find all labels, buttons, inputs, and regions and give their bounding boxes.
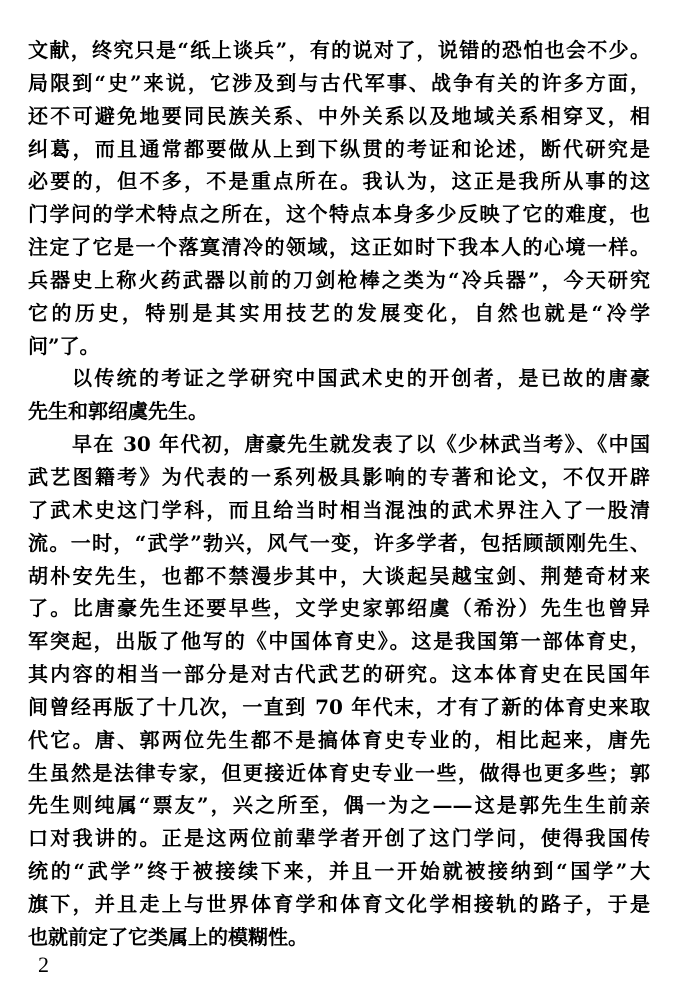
page-number: 2 bbox=[38, 952, 49, 977]
text-line: 武艺图籍考》为代表的一系列极具影响的专著和论文，不仅开辟 bbox=[28, 464, 650, 489]
text-line: 早在 30 年代初，唐豪先生就发表了以《少林武当考》、《中国 bbox=[72, 432, 650, 457]
text-line: 旗下，并且走上与世界体育学和体育文化学相接轨的路子，于是 bbox=[28, 891, 650, 916]
text-line: 间曾经再版了十几次，一直到 70 年代末，才有了新的体育史来取 bbox=[28, 694, 650, 719]
text-line: 以传统的考证之学研究中国武术史的开创者，是已故的唐豪 bbox=[72, 366, 650, 391]
paragraph bbox=[28, 428, 650, 954]
text-line: 纠葛，而且通常都要做从上到下纵贯的考证和论述，断代研究是 bbox=[28, 136, 650, 161]
text-line: 也就前定了它类属上的模糊性。 bbox=[28, 924, 308, 949]
document-body bbox=[28, 34, 650, 954]
text-line: 口对我讲的。正是这两位前辈学者开创了这门学问，使得我国传 bbox=[28, 826, 650, 851]
text-line: 先生则纯属“票友”，兴之所至，偶一为之——这是郭先生生前亲 bbox=[28, 793, 650, 818]
text-line: 流。一时，“武学”勃兴，风气一变，许多学者，包括顾颉刚先生、 bbox=[28, 530, 650, 555]
text-line: 局限到“史”来说，它涉及到与古代军事、战争有关的许多方面， bbox=[28, 70, 650, 95]
text-line: 了武术史这门学科，而且给当时相当混浊的武术界注入了一股清 bbox=[28, 497, 650, 522]
paragraph bbox=[28, 362, 650, 428]
text-line: 胡朴安先生，也都不禁漫步其中，大谈起吴越宝剑、荆楚奇材来 bbox=[28, 563, 650, 588]
text-line: 生虽然是法律专家，但更接近体育史专业一些，做得也更多些；郭 bbox=[28, 760, 650, 785]
text-line: 它的历史，特别是其实用技艺的发展变化，自然也就是“冷学 bbox=[28, 300, 650, 325]
text-line: 其内容的相当一部分是对古代武艺的研究。这本体育史在民国年 bbox=[28, 662, 650, 687]
text-line: 兵器史上称火药武器以前的刀剑枪棒之类为“冷兵器”，今天研究 bbox=[28, 267, 650, 292]
text-line: 注定了它是一个落寞清冷的领域，这正如时下我本人的心境一样。 bbox=[28, 235, 650, 260]
text-line: 代它。唐、郭两位先生都不是搞体育史专业的，相比起来，唐先 bbox=[28, 727, 650, 752]
text-line: 文献，终究只是“纸上谈兵”，有的说对了，说错的恐怕也会不少。 bbox=[28, 38, 650, 62]
text-line: 先生和郭绍虞先生。 bbox=[28, 399, 208, 424]
text-line: 了。比唐豪先生还要早些，文学史家郭绍虞（希汾）先生也曾异 bbox=[28, 596, 650, 621]
text-line: 军突起，出版了他写的《中国体育史》。这是我国第一部体育史， bbox=[28, 629, 650, 654]
text-line: 还不可避免地要同民族关系、中外关系以及地域关系相穿叉，相 bbox=[28, 103, 650, 128]
text-line: 门学问的学术特点之所在，这个特点本身多少反映了它的难度，也 bbox=[28, 202, 650, 227]
text-line: 必要的，但不多，不是重点所在。我认为，这正是我所从事的这 bbox=[28, 169, 650, 194]
text-line: 问”了。 bbox=[28, 333, 100, 358]
paragraph bbox=[28, 34, 650, 362]
text-line: 统的“武学”终于被接续下来，并且一开始就被接纳到“国学”大 bbox=[28, 859, 650, 884]
